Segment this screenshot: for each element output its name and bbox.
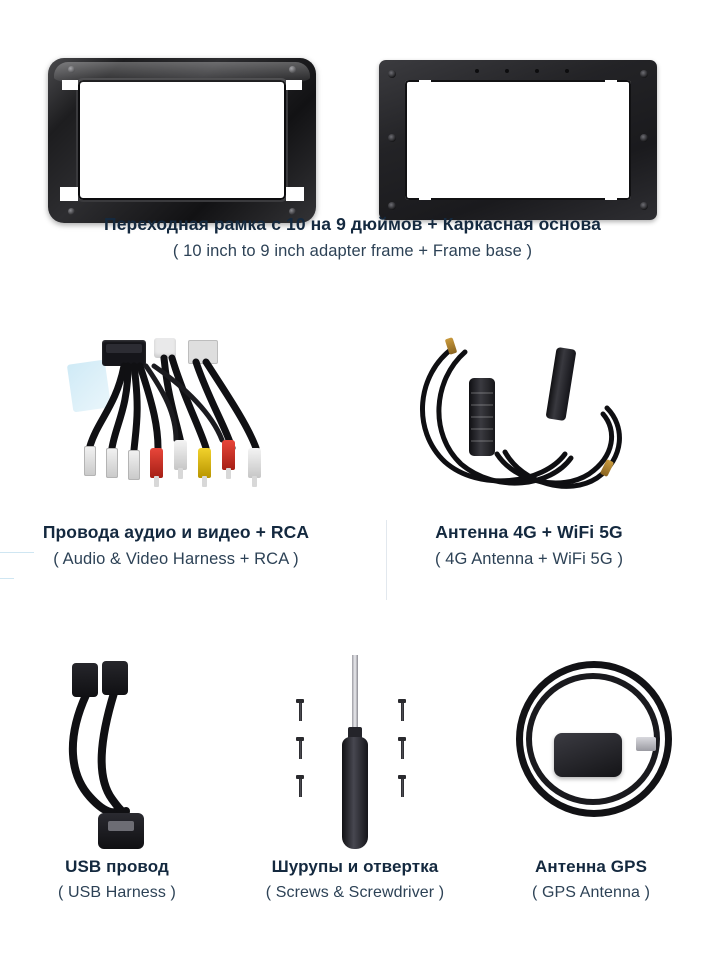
frame-notch-icon [286,187,304,201]
audio-video-harness-image [0,330,352,512]
adapter-frame-image [48,58,316,223]
harness-caption-ru: Провода аудио и видео + RCA [42,522,310,542]
frames-captions [0,214,705,262]
usb-caption-ru: USB провод [65,857,169,876]
rca-white-icon [248,448,261,478]
screw-hole-icon [289,66,296,73]
white-plug-icon [106,448,118,478]
antenna-caption-en: ( 4G Antenna + WiFi 5G ) [434,550,624,568]
tools-drawing [252,651,462,851]
vent-dot-icon [505,69,509,73]
screw-icon [398,775,406,797]
harness-captions [0,522,352,570]
screwdriver-icon [338,655,372,851]
screw-icon [398,737,406,759]
screw-icon [398,699,406,721]
gps-caption-ru: Антенна GPS [534,857,648,876]
frame-tab-icon [605,191,617,200]
rca-white-icon [174,440,187,470]
screw-hole-icon [68,66,75,73]
screw-icon [296,737,304,759]
column-audio-video-harness [0,330,352,600]
edge-divider [0,578,14,579]
vent-dot-icon [475,69,479,73]
gps-drawing [508,655,688,845]
antenna-drawing [393,334,673,510]
white-plug-icon [128,450,140,480]
usb-captions [6,857,228,903]
harness-caption-en: ( Audio & Video Harness + RCA ) [53,550,299,568]
screw-icon [296,775,304,797]
gps-caption-en: ( GPS Antenna ) [531,884,650,902]
usb-female-port-icon [98,813,144,849]
mount-hole-icon [640,134,648,142]
4g-antenna-module-icon [469,378,495,456]
rca-yellow-icon [198,448,211,478]
harness-drawing [36,336,316,508]
frame-tab-icon [605,80,617,89]
screw-icon [296,699,304,721]
antenna-captions [353,522,705,570]
gloss-highlight [54,62,310,88]
frame-tab-icon [419,80,431,89]
screws-captions [230,857,480,903]
section-harness-antenna [0,330,705,600]
gps-antenna-image [482,645,700,855]
rca-red-icon [150,448,163,478]
frame-base-image [379,60,657,220]
gps-connector-icon [636,737,656,751]
frames-caption-en: ( 10 inch to 9 inch adapter frame + Frame base ) [172,242,533,260]
column-separator [386,520,387,600]
column-antenna-4g-wifi [353,330,705,600]
section-frames [0,0,705,300]
harness-wires [36,336,316,508]
column-screws-screwdriver [230,645,480,945]
usb-plug-a-icon [72,663,98,697]
frame-notch-icon [286,80,302,90]
gps-captions [482,857,700,903]
usb-plug-b-icon [102,661,128,695]
vent-dot-icon [535,69,539,73]
usb-harness-image [6,645,228,855]
rca-red-icon [222,440,235,470]
usb-caption-en: ( USB Harness ) [58,884,176,902]
vent-dot-icon [565,69,569,73]
antenna-caption-ru: Антенна 4G + WiFi 5G [435,522,623,542]
antenna-cables [393,334,673,510]
mount-hole-icon [388,70,396,78]
frame-notch-icon [60,187,78,201]
frame-tab-icon [419,191,431,200]
gps-receiver-icon [554,733,622,777]
mount-hole-icon [640,202,648,210]
screws-screwdriver-image [230,645,480,855]
usb-drawing [56,659,186,849]
mount-hole-icon [388,134,396,142]
antenna-4g-image [353,330,705,512]
white-plug-icon [84,446,96,476]
frames-caption-ru: Переходная рамка с 10 на 9 дюймов + Каркасная основа [104,214,601,234]
screws-caption-ru: Шурупы и отвертка [271,857,439,876]
column-gps-antenna [482,645,700,945]
frames-image-row [0,26,705,201]
mount-hole-icon [388,202,396,210]
frame-notch-icon [62,80,78,90]
mount-hole-icon [640,70,648,78]
column-usb-harness [6,645,228,945]
screws-caption-en: ( Screws & Screwdriver ) [265,884,445,902]
edge-divider [0,552,34,553]
section-accessories [0,645,705,945]
